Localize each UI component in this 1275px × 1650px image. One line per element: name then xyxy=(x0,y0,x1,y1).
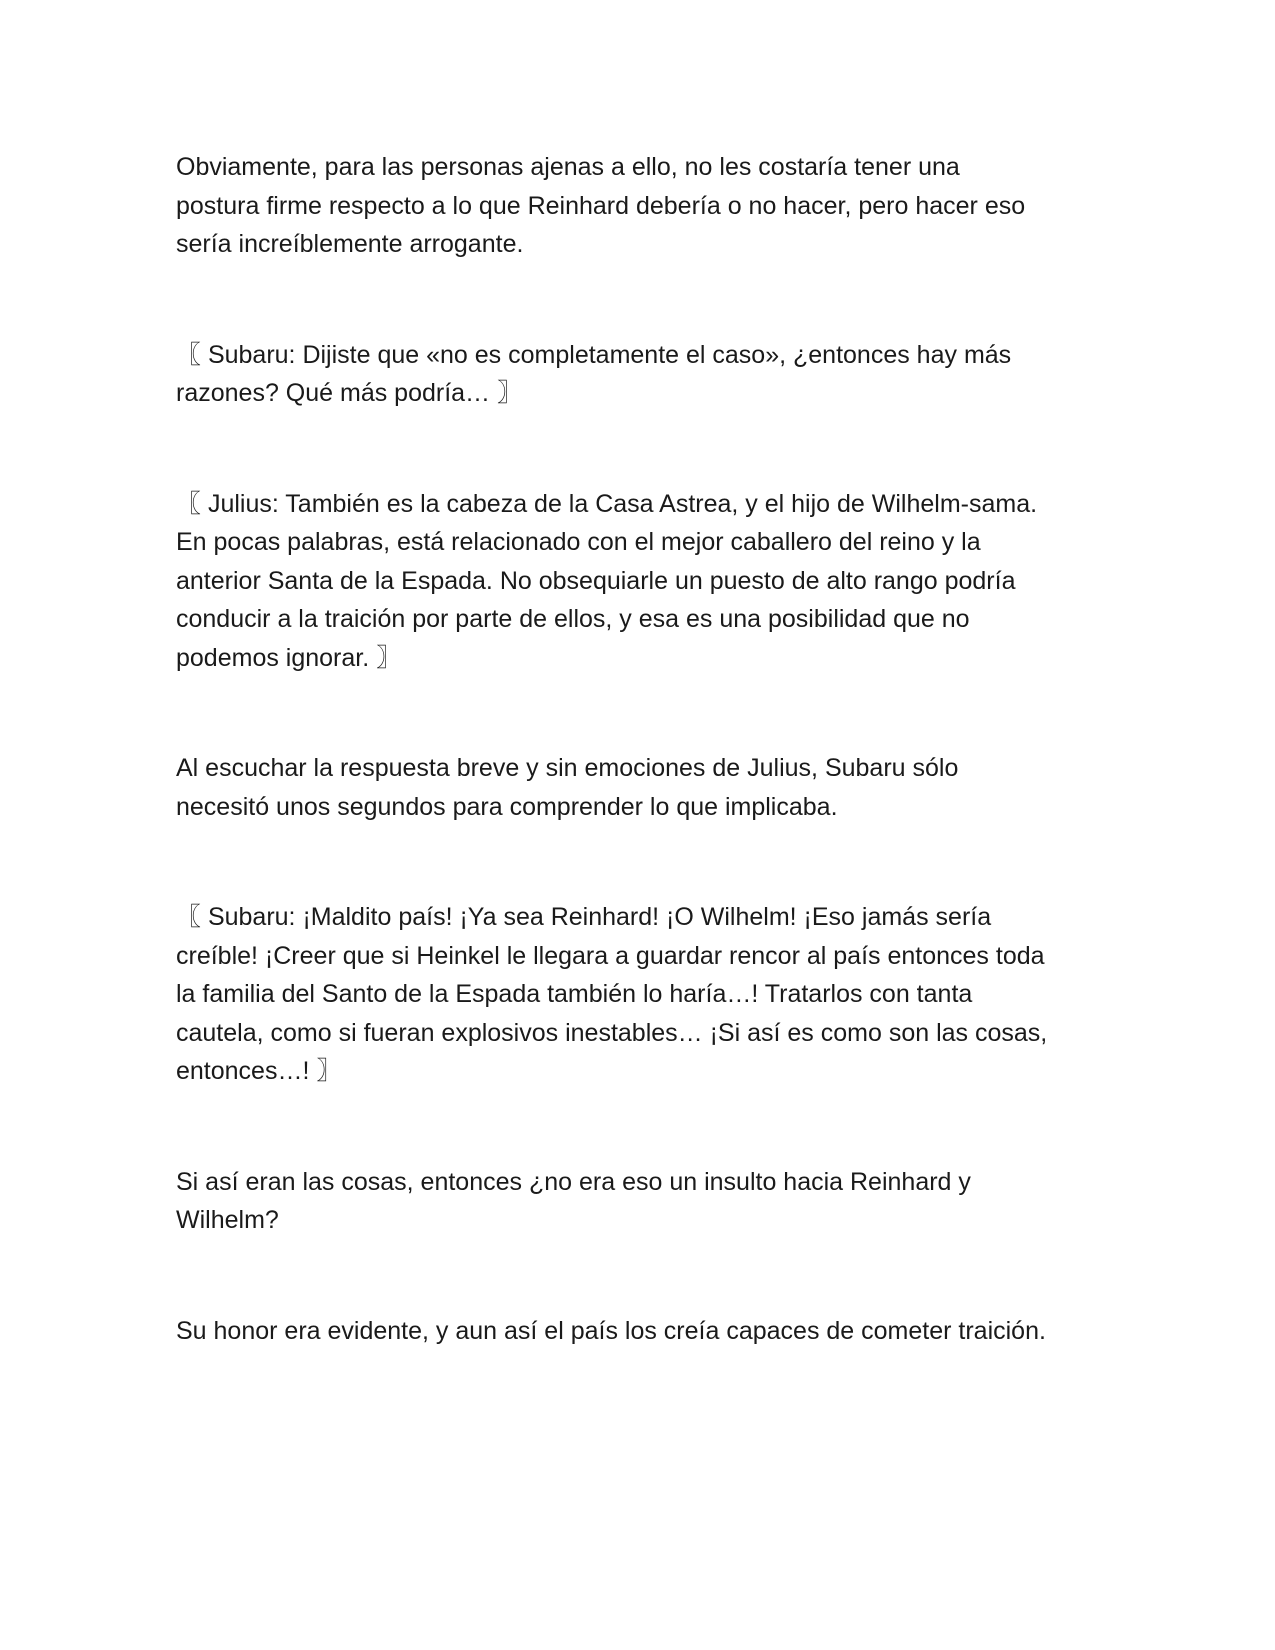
paragraph-dialogue-julius xyxy=(176,485,1106,678)
text-line: 〖 Julius: También es la cabeza de la Casa Astrea, y el hijo de Wilhelm-sama. xyxy=(176,489,1038,518)
paragraph-dialogue-subaru-2 xyxy=(176,898,1106,1091)
paragraph-gap xyxy=(176,1091,1106,1163)
paragraph-gap xyxy=(176,264,1106,336)
text-line: postura firme respecto a lo que Reinhard debería o no hacer, pero hacer eso xyxy=(176,191,1026,220)
text-line: entonces…! 〗 xyxy=(176,1057,342,1085)
paragraph-narration-1 xyxy=(176,148,1106,264)
text-column xyxy=(176,148,1106,1350)
text-line: Su honor era evidente, y aun así el país los creía capaces de cometer traición. xyxy=(176,1316,1046,1345)
text-line: Wilhelm? xyxy=(176,1206,279,1234)
text-line: cautela, como si fueran explosivos inestables… ¡Si así es como son las cosas, xyxy=(176,1018,1048,1047)
text-line: 〖 Subaru: ¡Maldito país! ¡Ya sea Reinhard! ¡O Wilhelm! ¡Eso jamás sería xyxy=(176,903,992,931)
paragraph-narration-3 xyxy=(176,1163,1106,1240)
paragraph-gap xyxy=(176,677,1106,749)
text-line: conducir a la traición por parte de ellos, y esa es una posibilidad que no xyxy=(176,605,970,633)
text-line: razones? Qué más podría… 〗 xyxy=(176,379,522,407)
text-line: Obviamente, para las personas ajenas a ello, no les costaría tener una xyxy=(176,153,960,181)
text-line: anterior Santa de la Espada. No obsequiarle un puesto de alto rango podría xyxy=(176,566,1016,595)
text-line: la familia del Santo de la Espada también lo haría…! Tratarlos con tanta xyxy=(176,980,973,1008)
paragraph-narration-2 xyxy=(176,749,1106,826)
text-line: creíble! ¡Creer que si Heinkel le llegara a guardar rencor al país entonces toda xyxy=(176,941,1045,970)
text-line: Al escuchar la respuesta breve y sin emociones de Julius, Subaru sólo xyxy=(176,754,959,782)
text-line: necesitó unos segundos para comprender lo que implicaba. xyxy=(176,792,838,821)
text-line: podemos ignorar. 〗 xyxy=(176,643,402,672)
text-line: 〖 Subaru: Dijiste que «no es completamente el caso», ¿entonces hay más xyxy=(176,340,1012,369)
text-line: Si así eran las cosas, entonces ¿no era eso un insulto hacia Reinhard y xyxy=(176,1167,971,1196)
paragraph-gap xyxy=(176,826,1106,898)
paragraph-narration-4 xyxy=(176,1312,1106,1351)
paragraph-gap xyxy=(176,1240,1106,1312)
paragraph-gap xyxy=(176,413,1106,485)
paragraph-dialogue-subaru-1 xyxy=(176,336,1106,413)
text-line: sería increíblemente arrogante. xyxy=(176,230,524,258)
text-line: En pocas palabras, está relacionado con el mejor caballero del reino y la xyxy=(176,528,981,556)
